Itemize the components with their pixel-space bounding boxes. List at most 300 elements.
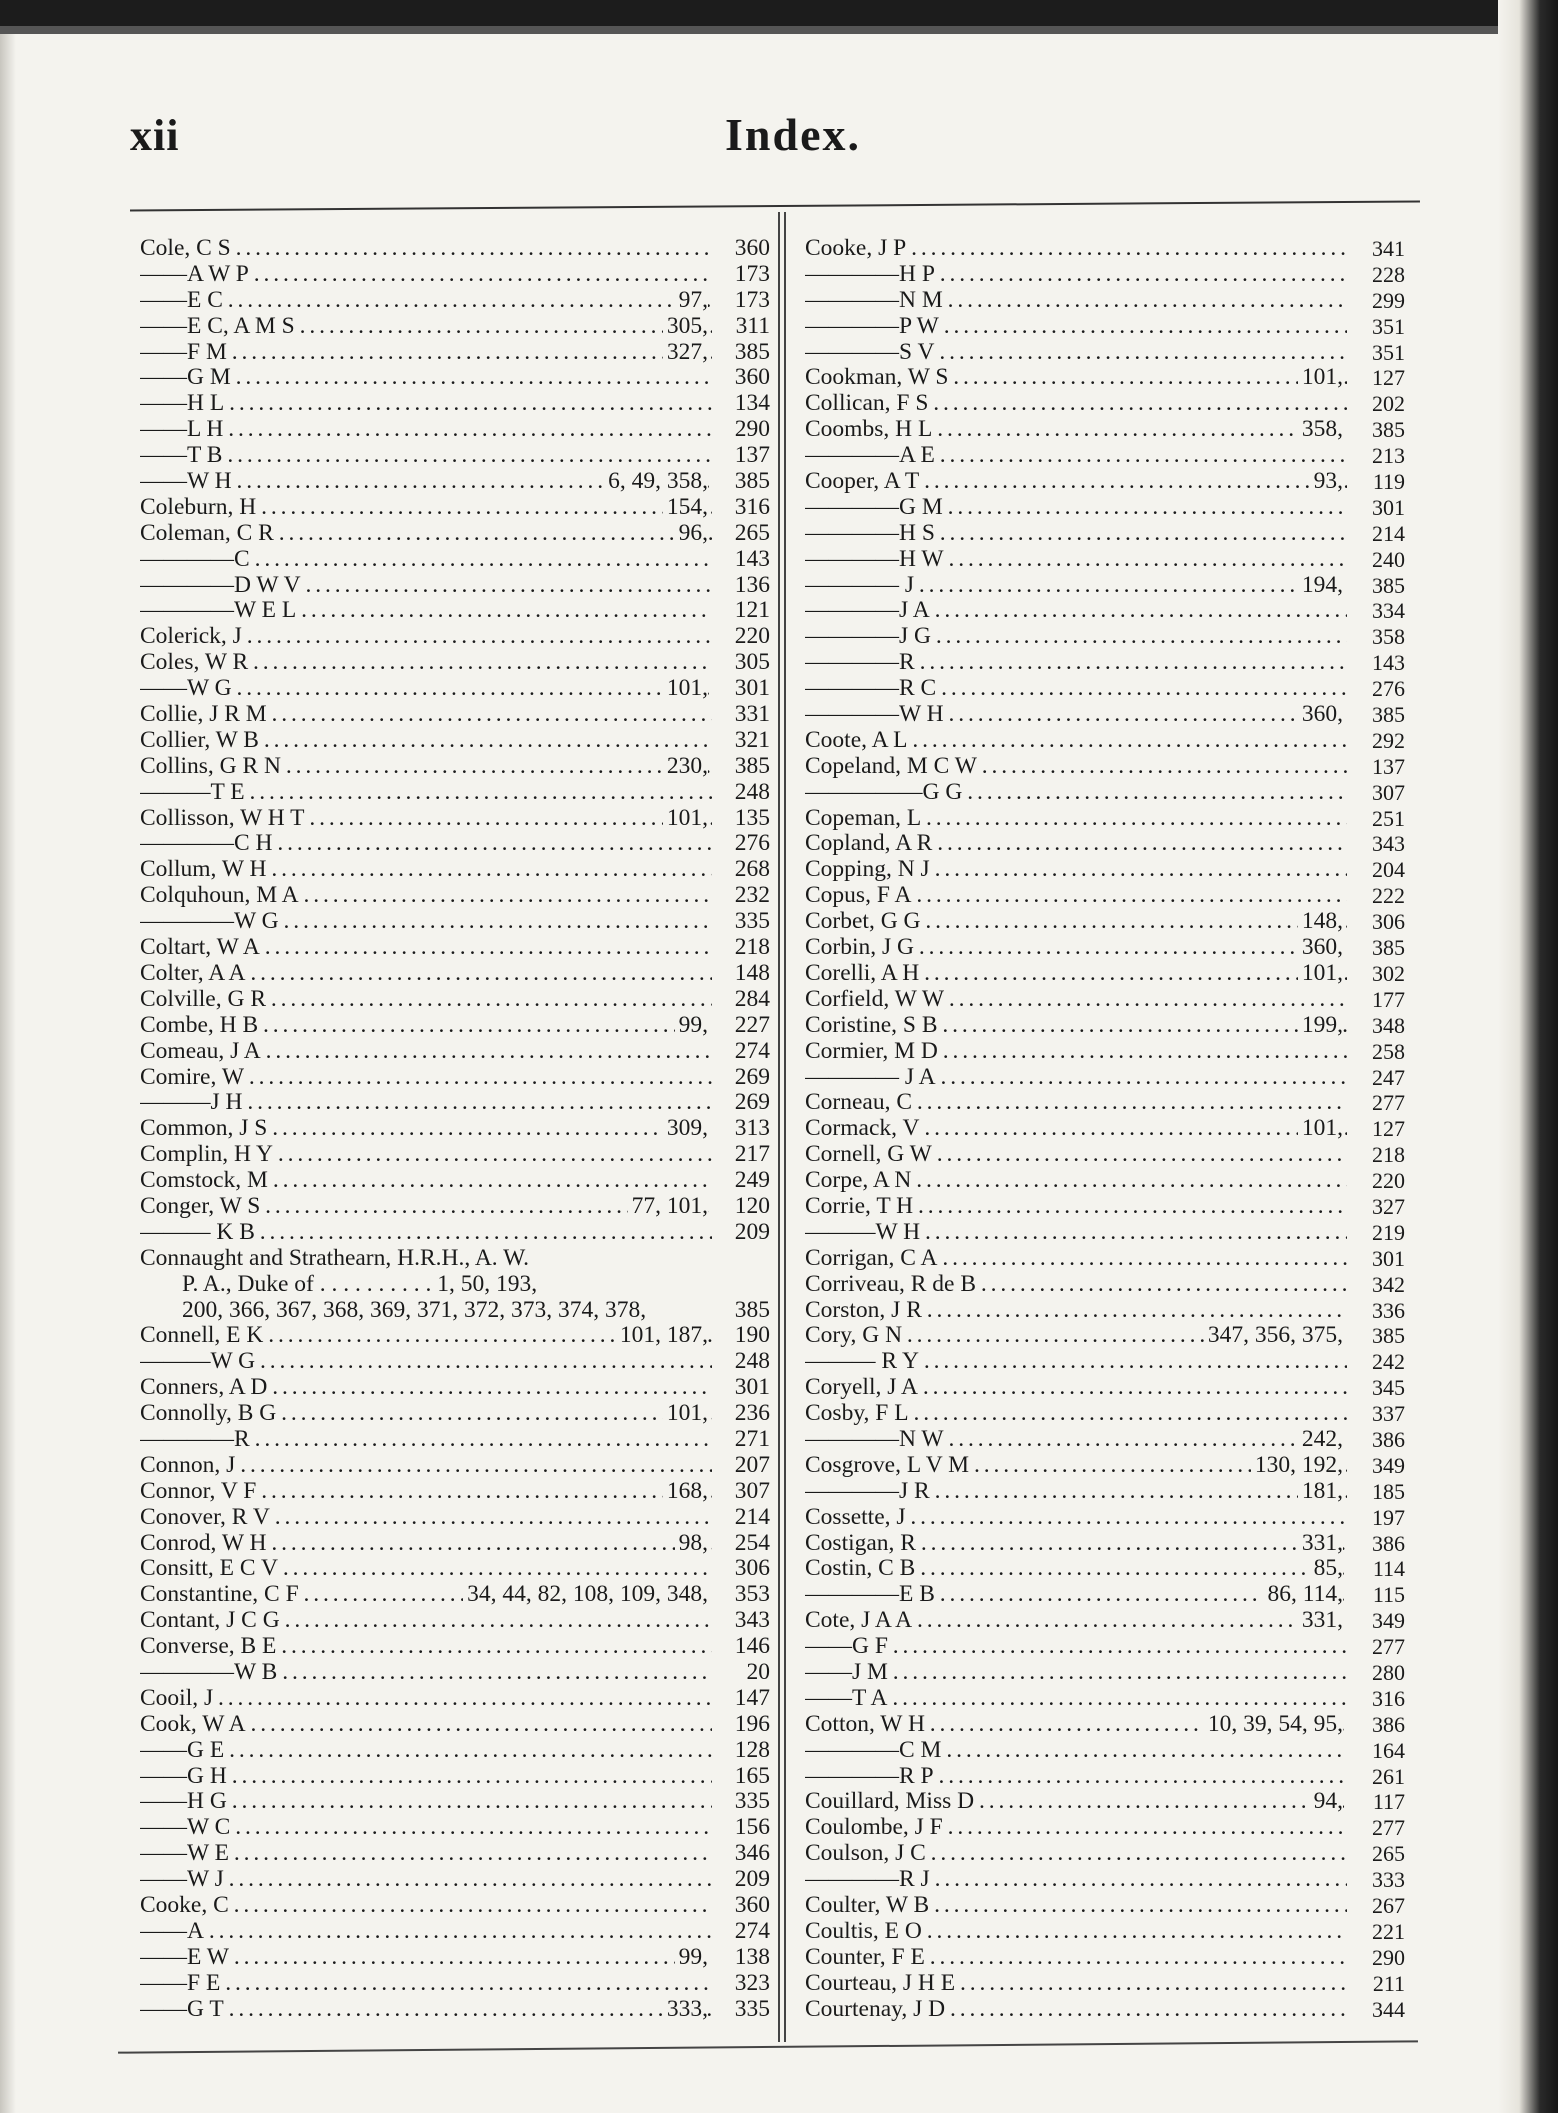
- index-entry-page: 351: [1347, 340, 1405, 366]
- index-entry-name: Coleburn, H . . .: [140, 495, 770, 521]
- index-entry-refs: 331,: [1298, 1531, 1343, 1557]
- index-entry-page: 385: [712, 1298, 770, 1324]
- index-entry-page: 316: [712, 495, 770, 521]
- index-entry-name: ——— K B . . .: [140, 1220, 770, 1246]
- index-entry-page: 360: [712, 365, 770, 391]
- index-entry-name: Coulson, J C . . .: [805, 1841, 1405, 1867]
- index-entry: [805, 1194, 1405, 1220]
- index-entry-name: ——— R Y . . .: [805, 1349, 1405, 1375]
- index-entry-name: ——G T . . .: [140, 1997, 770, 2023]
- index-entry-refs: 99,: [675, 1013, 708, 1039]
- index-entry-name: ————J A . . .: [805, 598, 1405, 624]
- index-entry: [140, 1867, 770, 1893]
- index-entry-page: 232: [712, 883, 770, 909]
- index-entry: [140, 1738, 770, 1764]
- index-column-right: [805, 236, 1405, 2022]
- index-entry-name: ————H S . . .: [805, 521, 1405, 547]
- index-entry-refs: 305,: [663, 314, 708, 340]
- index-entry-page: 276: [712, 831, 770, 857]
- index-entry-refs: 181,: [1298, 1479, 1343, 1505]
- index-entry-refs: 6, 49, 358,: [604, 469, 708, 495]
- index-entry-name: Cornell, G W . . .: [805, 1142, 1405, 1168]
- index-entry-name: ——A . . .: [140, 1919, 770, 1945]
- index-entry: [805, 1039, 1405, 1065]
- index-entry: [805, 598, 1405, 624]
- index-entry-name: Cote, J A A . . .: [805, 1608, 1405, 1634]
- index-entry-name: Corfield, W W . . .: [805, 987, 1405, 1013]
- index-entry: [805, 702, 1405, 728]
- scan-top-border-inner: [0, 26, 1558, 34]
- index-entry: [140, 1582, 770, 1608]
- index-entry: [805, 909, 1405, 935]
- index-entry-name: Cosgrove, L V M . . .: [805, 1453, 1405, 1479]
- index-entry-name: ——E W . . .: [140, 1945, 770, 1971]
- index-entry-page: 204: [1347, 857, 1405, 883]
- index-entry-page: 134: [712, 391, 770, 417]
- index-entry-name: Corpe, A N . . .: [805, 1168, 1405, 1194]
- index-entry-refs: 154,: [663, 495, 708, 521]
- index-entry-refs: 99,: [675, 1945, 708, 1971]
- index-entry-name: Consitt, E C V . . .: [140, 1556, 770, 1582]
- index-entry: [805, 1660, 1405, 1686]
- index-entry-page: 214: [712, 1505, 770, 1531]
- index-entry-name: Complin, H Y . . .: [140, 1142, 770, 1168]
- index-entry: [140, 1013, 770, 1039]
- index-entry-page: 209: [712, 1220, 770, 1246]
- index-entry-name: Copping, N J . . .: [805, 857, 1405, 883]
- index-entry: [805, 495, 1405, 521]
- index-entry-page: 351: [1347, 314, 1405, 340]
- index-entry-refs: 86, 114,: [1263, 1582, 1343, 1608]
- index-entry-name: Comstock, M . . .: [140, 1168, 770, 1194]
- index-entry-page: 343: [1347, 831, 1405, 857]
- index-entry-name: Collican, F S . . .: [805, 391, 1405, 417]
- index-entry-name: Coulter, W B . . .: [805, 1893, 1405, 1919]
- index-entry-name: Collier, W B . . .: [140, 728, 770, 754]
- index-entry-page: 240: [1347, 547, 1405, 573]
- index-entry-page: 209: [712, 1867, 770, 1893]
- index-entry: [805, 1013, 1405, 1039]
- index-entry-name: ——H G . . .: [140, 1789, 770, 1815]
- index-entry: [140, 1789, 770, 1815]
- index-entry: [140, 1815, 770, 1841]
- index-entry-name: ——T A . . .: [805, 1686, 1405, 1712]
- index-entry-page: 277: [1347, 1090, 1405, 1116]
- index-entry-refs: 101, 187,: [616, 1323, 708, 1349]
- index-entry-page: 173: [712, 262, 770, 288]
- index-entry: [140, 391, 770, 417]
- index-entry-name: Coristine, S B . . .: [805, 1013, 1405, 1039]
- index-entry: [140, 598, 770, 624]
- index-entry-page: 218: [712, 935, 770, 961]
- index-entry-page: 121: [712, 598, 770, 624]
- index-entry-page: 277: [1347, 1634, 1405, 1660]
- index-entry-page: 165: [712, 1764, 770, 1790]
- index-entry-name: Corrigan, C A . . .: [805, 1246, 1405, 1272]
- index-entry-name: Costigan, R . . .: [805, 1531, 1405, 1557]
- index-entry-name: Coles, W R . . .: [140, 650, 770, 676]
- index-entry-name: Connolly, B G . . .: [140, 1401, 770, 1427]
- index-entry: [140, 1660, 770, 1686]
- index-entry-page: 335: [712, 1789, 770, 1815]
- index-entry-name: ——E C . . .: [140, 288, 770, 314]
- index-entry-refs: 93,: [1310, 469, 1343, 495]
- index-entry: [140, 676, 770, 702]
- index-entry: [140, 1453, 770, 1479]
- index-entry: [805, 1556, 1405, 1582]
- index-entry-page: 254: [712, 1531, 770, 1557]
- index-entry-page: 219: [1347, 1220, 1405, 1246]
- index-entry: [140, 1945, 770, 1971]
- index-entry-name: ———T E . . .: [140, 780, 770, 806]
- index-entry-name: ————E B . . .: [805, 1582, 1405, 1608]
- index-entry-name: ——F E . . .: [140, 1971, 770, 1997]
- index-entry-refs: 101,: [1298, 365, 1343, 391]
- index-entry-page: 269: [712, 1090, 770, 1116]
- index-entry-page: 292: [1347, 728, 1405, 754]
- index-entry: [140, 495, 770, 521]
- index-entry: [140, 1556, 770, 1582]
- index-entry: [140, 1712, 770, 1738]
- index-entry: [140, 1349, 770, 1375]
- index-entry: [140, 1686, 770, 1712]
- index-entry-name: Coultis, E O . . .: [805, 1919, 1405, 1945]
- index-entry-page: 385: [1347, 417, 1405, 443]
- index-entry-name: ————R P . . .: [805, 1764, 1405, 1790]
- index-entry: [805, 236, 1405, 262]
- index-entry-page: 148: [712, 961, 770, 987]
- index-entry-page: 316: [1347, 1686, 1405, 1712]
- index-entry-name: ————D W V . . .: [140, 573, 770, 599]
- index-entry-name: Corrie, T H . . .: [805, 1194, 1405, 1220]
- index-entry-page: 228: [1347, 262, 1405, 288]
- index-entry-name: ——L H . . .: [140, 417, 770, 443]
- index-entry-refs: 85,: [1310, 1556, 1343, 1582]
- index-entry-name: Connon, J . . .: [140, 1453, 770, 1479]
- index-entry: [805, 754, 1405, 780]
- index-entry: [805, 573, 1405, 599]
- index-entry-page: 214: [1347, 521, 1405, 547]
- index-entry-page: 305: [712, 650, 770, 676]
- index-entry-name: Coltart, W A . . .: [140, 935, 770, 961]
- index-entry-page: 284: [712, 987, 770, 1013]
- index-entry-page: 147: [712, 1686, 770, 1712]
- index-entry: [140, 469, 770, 495]
- index-entry-page: 173: [712, 288, 770, 314]
- index-entry-name: ——T B . . .: [140, 443, 770, 469]
- index-entry-refs: 130, 192,: [1251, 1453, 1343, 1479]
- index-entry-page: 386: [1347, 1427, 1405, 1453]
- index-entry: [140, 806, 770, 832]
- index-entry-page: 220: [1347, 1168, 1405, 1194]
- index-entry-name: Collisson, W H T . . .: [140, 806, 770, 832]
- index-entry-page: 242: [1347, 1349, 1405, 1375]
- index-entry-page: 138: [712, 1945, 770, 1971]
- index-entry: [805, 676, 1405, 702]
- index-entry-refs: 230,: [663, 754, 708, 780]
- index-entry-name: ————N W . . .: [805, 1427, 1405, 1453]
- index-entry-page: 137: [712, 443, 770, 469]
- index-entry: [140, 1531, 770, 1557]
- index-entry: [805, 1582, 1405, 1608]
- index-entry-page: 251: [1347, 806, 1405, 832]
- index-entry: [140, 1401, 770, 1427]
- index-entry: [805, 1427, 1405, 1453]
- index-entry-page: 358: [1347, 624, 1405, 650]
- index-entry: [140, 754, 770, 780]
- index-entry-name: P. A., Duke of . . . . . . . . . . 1, 50, 193,: [182, 1271, 538, 1297]
- index-entry-name: Comeau, J A . . .: [140, 1039, 770, 1065]
- index-entry-name: ————P W . . .: [805, 314, 1405, 340]
- index-entry-name: ——G H . . .: [140, 1764, 770, 1790]
- index-entry-name: Corbet, G G . . .: [805, 909, 1405, 935]
- index-entry-page: 301: [1347, 495, 1405, 521]
- index-entry-page: 197: [1347, 1505, 1405, 1531]
- index-entry-page: 334: [1347, 598, 1405, 624]
- index-entry-refs: 101,: [663, 806, 708, 832]
- index-entry: [805, 1815, 1405, 1841]
- index-entry-page: 156: [712, 1815, 770, 1841]
- index-entry-page: 280: [1347, 1660, 1405, 1686]
- index-entry-name: ——H L . . .: [140, 391, 770, 417]
- index-entry: [805, 1090, 1405, 1116]
- index-entry-page: 385: [1347, 1323, 1405, 1349]
- index-entry: [140, 1997, 770, 2023]
- index-entry-refs: 358,: [1298, 417, 1343, 443]
- index-entry: [805, 883, 1405, 909]
- index-entry-name: Corriveau, R de B . . .: [805, 1272, 1405, 1298]
- index-entry-name: ————W G . . .: [140, 909, 770, 935]
- index-entry-page: 258: [1347, 1039, 1405, 1065]
- index-entry-page: 248: [712, 780, 770, 806]
- index-entry-page: 276: [1347, 676, 1405, 702]
- index-entry-page: 117: [1347, 1789, 1405, 1815]
- index-entry: [805, 961, 1405, 987]
- index-entry-name: Corelli, A H . . .: [805, 961, 1405, 987]
- index-entry-page: 302: [1347, 961, 1405, 987]
- index-entry-name: Coombs, H L . . .: [805, 417, 1405, 443]
- index-entry-name: ——W H . . .: [140, 469, 770, 495]
- index-entry: [805, 831, 1405, 857]
- index-entry: [805, 1505, 1405, 1531]
- index-entry-page: 177: [1347, 987, 1405, 1013]
- index-entry-page: 227: [712, 1013, 770, 1039]
- index-entry-name: ————C . . .: [140, 547, 770, 573]
- index-entry-name: Conners, A D . . .: [140, 1375, 770, 1401]
- index-entry-page: 218: [1347, 1142, 1405, 1168]
- index-entry-name: Couillard, Miss D . . .: [805, 1789, 1405, 1815]
- index-entry: [805, 1841, 1405, 1867]
- index-entry-page: 331: [712, 702, 770, 728]
- index-entry-name: Cossette, J . . .: [805, 1505, 1405, 1531]
- index-entry: [140, 288, 770, 314]
- index-entry-name: ———— J . . .: [805, 573, 1405, 599]
- index-entry: [805, 1867, 1405, 1893]
- index-entry: [805, 1298, 1405, 1324]
- index-entry: [805, 1142, 1405, 1168]
- index-entry-name: Collie, J R M . . .: [140, 702, 770, 728]
- index-entry: [140, 1220, 770, 1246]
- index-entry-page: 136: [712, 573, 770, 599]
- index-entry-page: 269: [712, 1065, 770, 1091]
- index-entry-name: Coulombe, J F . . .: [805, 1815, 1405, 1841]
- index-entry-page: 307: [712, 1479, 770, 1505]
- index-entry: [805, 547, 1405, 573]
- index-entry-name: ———— J A . . .: [805, 1065, 1405, 1091]
- index-entry-page: 277: [1347, 1815, 1405, 1841]
- index-entry-refs: 360,: [1298, 702, 1343, 728]
- index-entry: [140, 650, 770, 676]
- index-entry-page: 196: [712, 1712, 770, 1738]
- index-entry-page: 323: [712, 1971, 770, 1997]
- index-entry: [805, 1919, 1405, 1945]
- index-entry-page: 341: [1347, 236, 1405, 262]
- index-entry-name: Colerick, J . . .: [140, 624, 770, 650]
- index-entry-page: 268: [712, 857, 770, 883]
- index-entry-page: 290: [1347, 1945, 1405, 1971]
- index-entry-page: 249: [712, 1168, 770, 1194]
- index-entry-name: Coote, A L . . .: [805, 728, 1405, 754]
- index-entry-page: 385: [712, 469, 770, 495]
- index-entry-name: ————H P . . .: [805, 262, 1405, 288]
- index-entry: [140, 780, 770, 806]
- index-entry-name: ————G M . . .: [805, 495, 1405, 521]
- header-rule: [130, 200, 1420, 211]
- index-entry-refs: 327,: [663, 340, 708, 366]
- index-entry: [140, 1427, 770, 1453]
- index-entry-name: Cookman, W S . . .: [805, 365, 1405, 391]
- index-entry-page: 217: [712, 1142, 770, 1168]
- index-entry-page: 274: [712, 1919, 770, 1945]
- page-title: Index.: [725, 109, 861, 160]
- index-entry: [805, 1712, 1405, 1738]
- index-entry: [805, 443, 1405, 469]
- index-entry-name: Courteau, J H E . . .: [805, 1971, 1405, 1997]
- index-entry-page: 385: [1347, 702, 1405, 728]
- index-entry-name: Connaught and Strathearn, H.R.H., A. W.: [140, 1245, 530, 1271]
- index-entry-page: 127: [1347, 1116, 1405, 1142]
- index-entry: [805, 1349, 1405, 1375]
- index-entry-page: 335: [712, 909, 770, 935]
- index-entry-name: Cook, W A . . .: [140, 1712, 770, 1738]
- index-entry-refs: 347, 356, 375,: [1204, 1323, 1343, 1349]
- index-entry: [805, 1686, 1405, 1712]
- index-entry: [140, 236, 770, 262]
- index-entry-page: 385: [1347, 573, 1405, 599]
- index-entry-page: 265: [1347, 1841, 1405, 1867]
- index-entry-page: 20: [712, 1660, 770, 1686]
- index-entry-name: Converse, B E . . .: [140, 1634, 770, 1660]
- index-entry-page: 313: [712, 1116, 770, 1142]
- index-entry-name: ——G M . . .: [140, 365, 770, 391]
- index-entry-name: ————W H . . .: [805, 702, 1405, 728]
- index-entry-name: Costin, C B . . .: [805, 1556, 1405, 1582]
- index-entry-name: ————R . . .: [140, 1427, 770, 1453]
- index-entry: [140, 702, 770, 728]
- index-entry-page: 213: [1347, 443, 1405, 469]
- index-entry-page: 221: [1347, 1919, 1405, 1945]
- index-entry-refs: 242,: [1298, 1427, 1343, 1453]
- index-entry-page: 337: [1347, 1401, 1405, 1427]
- index-entry-page: 344: [1347, 1997, 1405, 2023]
- index-entry-page: 306: [712, 1556, 770, 1582]
- index-entry: [805, 806, 1405, 832]
- index-entry-name: Corbin, J G . . .: [805, 935, 1405, 961]
- index-entry-name: ————A E . . .: [805, 443, 1405, 469]
- index-entry: [140, 1764, 770, 1790]
- index-entry: [805, 469, 1405, 495]
- page-folio: xii: [130, 111, 180, 160]
- index-entry: [140, 883, 770, 909]
- index-entry-name: Cooper, A T . . .: [805, 469, 1405, 495]
- index-entry-name: Cormack, V . . .: [805, 1116, 1405, 1142]
- index-entry: [805, 1764, 1405, 1790]
- page-left-edge: [0, 0, 16, 2113]
- column-divider: [778, 212, 780, 2042]
- index-entry-page: 307: [1347, 780, 1405, 806]
- index-entry-name: Conover, R V . . .: [140, 1505, 770, 1531]
- index-entry-name: Copeland, M C W . . .: [805, 754, 1405, 780]
- index-entry-name: Coryell, J A . . .: [805, 1375, 1405, 1401]
- index-entry-name: Connell, E K . . .: [140, 1323, 770, 1349]
- index-entry: [805, 391, 1405, 417]
- index-entry-name: Conger, W S . . .: [140, 1194, 770, 1220]
- index-entry: [140, 1919, 770, 1945]
- index-entry-refs: 148,: [1298, 909, 1343, 935]
- index-entry-name: Copland, A R . . .: [805, 831, 1405, 857]
- index-entry-name: ————H W . . .: [805, 547, 1405, 573]
- index-entry-page: 385: [1347, 935, 1405, 961]
- index-entry: [140, 573, 770, 599]
- index-entry-page: 274: [712, 1039, 770, 1065]
- index-entry: [805, 1323, 1405, 1349]
- index-entry-refs: 331,: [1298, 1608, 1343, 1634]
- index-entry-page: 265: [712, 521, 770, 547]
- index-entry: [805, 1608, 1405, 1634]
- index-entry: [140, 728, 770, 754]
- index-entry-name: Colquhoun, M A . . .: [140, 883, 770, 909]
- index-entry-name: ——W J . . .: [140, 1867, 770, 1893]
- index-entry-page: 336: [1347, 1298, 1405, 1324]
- index-entry: [805, 987, 1405, 1013]
- index-entry-name: Copus, F A . . .: [805, 883, 1405, 909]
- index-entry-refs: 96,: [675, 521, 708, 547]
- index-entry-name: 200, 366, 367, 368, 369, 371, 372, 373, 374, 378,: [182, 1297, 647, 1323]
- index-entry: [805, 340, 1405, 366]
- index-entry-page: 360: [712, 1893, 770, 1919]
- index-entry-page: 135: [712, 806, 770, 832]
- index-entry-page: 327: [1347, 1194, 1405, 1220]
- index-entry: [140, 340, 770, 366]
- index-entry-name: Copeman, L . . .: [805, 806, 1405, 832]
- index-entry-name: ——J M . . .: [805, 1660, 1405, 1686]
- index-entry-refs: 101,: [663, 1401, 708, 1427]
- index-entry: [805, 1116, 1405, 1142]
- index-entry-refs: 101,: [663, 676, 708, 702]
- index-entry: [140, 1142, 770, 1168]
- index-entry: [805, 1065, 1405, 1091]
- index-entry-name: ———W H . . .: [805, 1220, 1405, 1246]
- index-entry-page: 386: [1347, 1712, 1405, 1738]
- index-entry-refs: 34, 44, 82, 108, 109, 348,: [463, 1582, 708, 1608]
- index-entry-name: Courtenay, J D . . .: [805, 1997, 1405, 2023]
- index-entry: [140, 857, 770, 883]
- index-entry-name: ————W B . . .: [140, 1660, 770, 1686]
- index-entry-refs: 97,: [675, 288, 708, 314]
- index-entry-refs: 360,: [1298, 935, 1343, 961]
- index-entry: [140, 831, 770, 857]
- index-entry-name: Cormier, M D . . .: [805, 1039, 1405, 1065]
